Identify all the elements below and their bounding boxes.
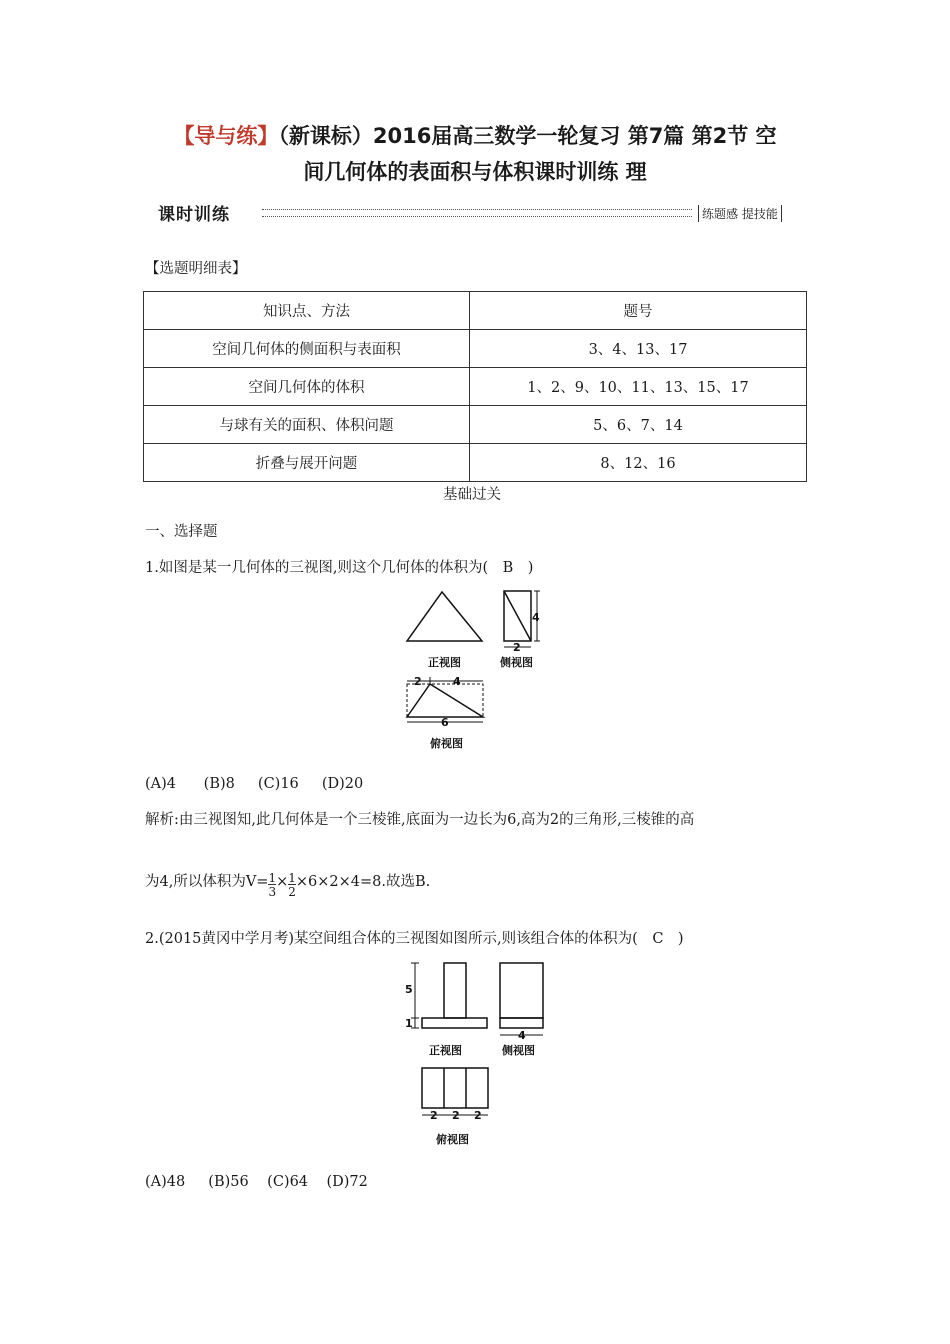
q1-analysis-pre: 为4,所以体积为V= (145, 874, 269, 890)
title-bracket: 【导与练】 (173, 124, 279, 148)
table-row (144, 444, 807, 482)
section-part: 一、选择题 (145, 524, 218, 540)
table-cell-topic: 空间几何体的体积 (144, 368, 470, 406)
q1-analysis-line2: 为4,所以体积为V= $\frac{1}{3}$ × $\frac{1}{2}$ ×6×2×4=8.故选B. (145, 871, 431, 899)
q1-analysis-line1: 解析:由三视图知,此几何体是一个三棱锥,底面为一边长为6,高为2的三角形,三棱锥的高 (145, 812, 695, 828)
q1-dim-top-b: 4 (453, 675, 461, 688)
document-title (120, 121, 830, 152)
q2-side-view (500, 963, 543, 1018)
q1-dim-top-c: 6 (441, 716, 449, 729)
table-header-topic: 知识点、方法 (144, 292, 470, 330)
detail-table (143, 291, 807, 482)
table-cell-nums: 1、2、9、10、11、13、15、17 (470, 368, 807, 406)
q1-front-view (407, 592, 482, 641)
q2-dim-h1: 1 (405, 1017, 413, 1030)
q1-option-c: (C)16 (257, 776, 299, 792)
q1-analysis-post: ×6×2×4=8.故选B. (295, 874, 431, 890)
table-header-nums: 题号 (470, 292, 807, 330)
q1-dim-side-w: 2 (513, 641, 521, 654)
q2-option-a: (A)48 (145, 1174, 186, 1190)
table-row (144, 368, 807, 406)
q2-front-caption: 正视图 (429, 1044, 462, 1057)
q1-frac-1: $\frac{1}{3}$ (268, 871, 277, 899)
q1-option-d: (D)20 (321, 776, 364, 792)
q2-top-view (422, 1068, 488, 1108)
q2-dim-b: 2 (452, 1109, 460, 1122)
q2-three-view-figure (400, 955, 560, 1150)
q1-options (145, 774, 363, 794)
q2-dim-h5: 5 (405, 983, 413, 996)
table-cell-topic: 与球有关的面积、体积问题 (144, 406, 470, 444)
q2-dim-w4: 4 (518, 1029, 526, 1042)
q2-options (145, 1172, 368, 1192)
table-row (144, 406, 807, 444)
section-level: 基础过关 (443, 487, 501, 503)
q1-option-b: (B)8 (203, 776, 235, 792)
table-header-row (144, 292, 807, 330)
q1-stem: 1.如图是某一几何体的三视图,则这个几何体的体积为( B ) (145, 560, 534, 576)
q2-front-view (444, 963, 466, 1018)
banner-label: 课时训练 (158, 205, 230, 225)
banner-tagline: 练题感 提技能 (698, 205, 782, 222)
banner-divider (262, 209, 692, 217)
q1-side-caption: 侧视图 (500, 656, 533, 669)
q2-option-b: (B)56 (208, 1174, 249, 1190)
q1-top-caption: 俯视图 (430, 737, 463, 750)
q2-dim-a: 2 (430, 1109, 438, 1122)
q1-dim-top-a: 2 (414, 675, 422, 688)
q1-frac-2: $\frac{1}{2}$ (288, 871, 296, 899)
table-heading: 【选题明细表】 (145, 261, 247, 277)
title-line1: （新课标）2016届高三数学一轮复习 第7篇 第2节 空 (278, 124, 777, 148)
table-cell-topic: 折叠与展开问题 (144, 444, 470, 482)
table-cell-nums: 5、6、7、14 (470, 406, 807, 444)
q2-option-d: (D)72 (326, 1174, 368, 1190)
q1-dim-side-h: 4 (532, 611, 540, 624)
q2-top-caption: 俯视图 (436, 1133, 469, 1146)
q2-stem: 2.(2015黄冈中学月考)某空间组合体的三视图如图所示,则该组合体的体积为( C ) (145, 931, 684, 947)
q2-dim-c: 2 (474, 1109, 482, 1122)
q2-side-caption: 侧视图 (502, 1044, 535, 1057)
table-cell-nums: 8、12、16 (470, 444, 807, 482)
q1-option-a: (A)4 (145, 776, 177, 792)
q1-three-view-figure (400, 585, 560, 760)
table-cell-nums: 3、4、13、17 (470, 330, 807, 368)
q2-option-c: (C)64 (267, 1174, 309, 1190)
q1-front-caption: 正视图 (428, 656, 461, 669)
table-row (144, 330, 807, 368)
table-cell-topic: 空间几何体的侧面积与表面积 (144, 330, 470, 368)
title-line2: 间几何体的表面积与体积课时训练 理 (303, 160, 647, 184)
